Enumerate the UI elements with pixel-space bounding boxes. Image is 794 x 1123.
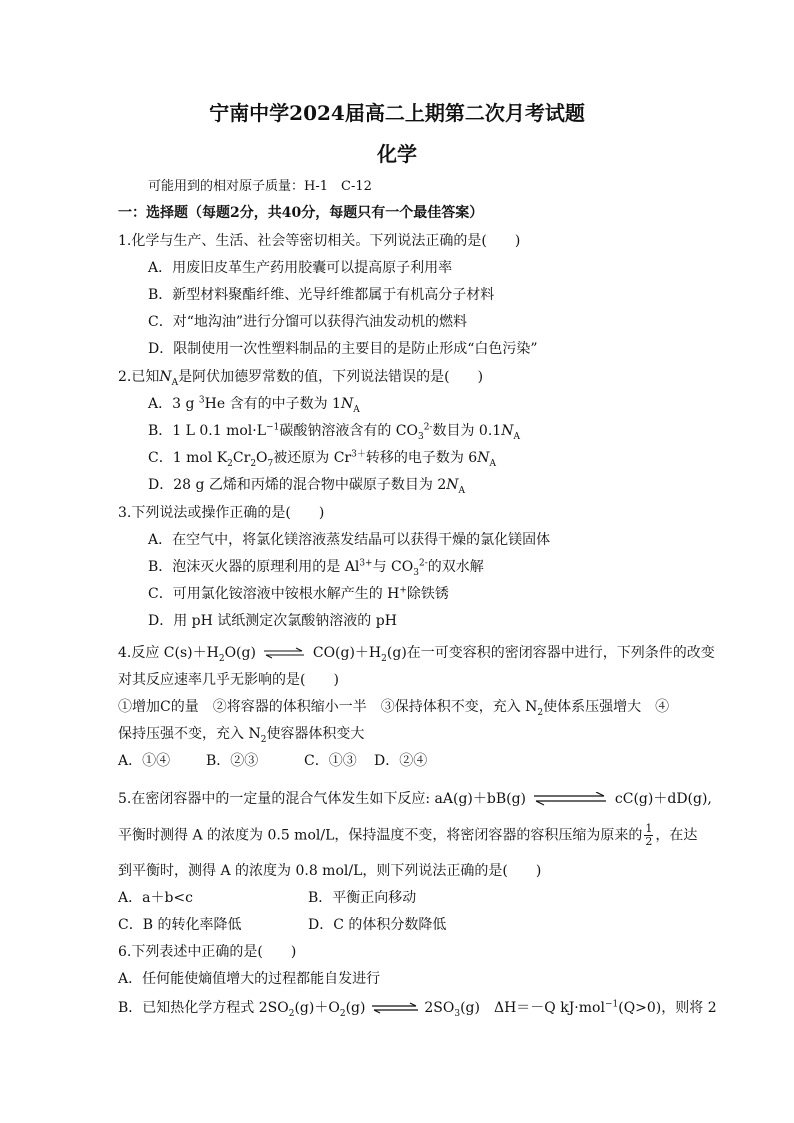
- question-1-option-a: A．用废旧皮革生产药用胶囊可以提高原子利用率: [148, 260, 453, 276]
- question-1-option-c: C．对“地沟油”进行分馏可以获得汽油发动机的燃料: [148, 314, 468, 330]
- question-6-stem: 6.下列表述中正确的是( ): [118, 944, 297, 960]
- question-2-option-d: D．28 g 乙烯和丙烯的混合物中碳原子数目为 $2N_A$: [148, 477, 466, 496]
- subject-title: 化学: [377, 142, 417, 166]
- equilibrium-arrow-icon: [530, 792, 610, 806]
- question-2-option-b: B．1 L 0.1 $mol\cdot L^{-1}$碳酸钠溶液含有的 $CO_3^{2-}$数目为 $0.1N_A$: [148, 422, 520, 442]
- question-6-option-b: B．已知热化学方程式 $2SO_2(g)+O_2(g)$ $2SO_3(g)$ ΔH＝－Q kJ·mol$^{-1}$(Q>0)，则将 2: [118, 999, 717, 1019]
- question-1-option-b: B．新型材料聚酯纤维、光导纤维都属于有机高分子材料: [148, 287, 495, 303]
- question-5-options-row2: [118, 916, 446, 934]
- question-5-line3: 到平衡时，测得 A 的浓度为 0.8 mol/L，则下列说法正确的是( ): [118, 863, 542, 879]
- section-heading: 一：选择题（每题2分，共40分，每题只有一个最佳答案）: [118, 205, 484, 221]
- question-6-option-a: A．任何能使熵值增大的过程都能自发进行: [118, 971, 381, 987]
- question-5-option-a: A．a＋b<c: [118, 890, 193, 906]
- equilibrium-arrow-icon: [370, 1002, 420, 1014]
- question-3-stem: 3.下列说法或操作正确的是( ): [118, 505, 325, 521]
- question-4-conditions-line2: 保持压强不变，充入 $N_2$使容器体积变大: [118, 726, 365, 745]
- question-5-option-d: D．C 的体积分数降低: [308, 917, 447, 933]
- question-4-option-a: A．①④: [118, 753, 171, 769]
- question-4-stem-line2: 对其反应速率几乎无影响的是( ): [118, 672, 339, 688]
- question-4-conditions: ①增加C的量 ②将容器的体积缩小一半 ③保持体积不变，充入 $N_2$使体系压强增大 ④: [118, 699, 670, 718]
- question-5-options-row1: [118, 889, 416, 907]
- question-5-line2: 平衡时测得 A 的浓度为 0.5 mol/L，保持温度不变，将密闭容器的容积压缩为原来的 $\frac{1}{2}$ ，在达: [118, 822, 698, 848]
- question-4-option-c: C．①③: [304, 753, 357, 769]
- question-3-option-d: D．用 pH 试纸测定次氯酸钠溶液的 pH: [148, 613, 397, 629]
- question-4-option-b: B．②③: [206, 753, 259, 769]
- question-4-option-d: D．②④: [374, 753, 428, 769]
- question-4-options: [118, 752, 427, 770]
- equilibrium-arrow-icon: [260, 647, 308, 659]
- question-2-option-c: C．1 mol $K_2Cr_2O_7$被还原为 $Cr^{3+}$转移的电子数为 $6N_A$: [148, 449, 496, 469]
- fraction-one-half: $\frac{1}{2}$: [645, 822, 653, 848]
- question-2-option-a: A．3 g $^3$He 含有的中子数为 $1N_A$: [148, 395, 360, 415]
- question-1-stem: 1.化学与生产、生活、社会等密切相关。下列说法正确的是( ): [118, 233, 521, 249]
- question-2-stem: 2.已知$N_A$是阿伏加德罗常数的值，下列说法错误的是( ): [118, 369, 484, 388]
- atomic-mass-note: 可能用到的相对原子质量：H-1 C-12: [148, 179, 372, 194]
- question-3-option-a: A．在空气中，将氯化镁溶液蒸发结晶可以获得干燥的氯化镁固体: [148, 532, 551, 548]
- question-1-option-d: D．限制使用一次性塑料制品的主要目的是防止形成“白色污染”: [148, 341, 538, 357]
- question-5-option-b: B．平衡正向移动: [308, 890, 417, 906]
- question-3-option-b: B．泡沫灭火器的原理利用的是 $Al^{3+}$与 $CO_3^{2-}$的双水解: [148, 558, 484, 578]
- question-3-option-c: C．可用氯化铵溶液中铵根水解产生的 H+除铁锈: [148, 585, 449, 602]
- question-5-option-c: C．B 的转化率降低: [118, 917, 242, 933]
- question-4-stem: 4.反应 $C(s)+H_2O(g)$ $CO(g)+H_2(g)$在一可变容积的密闭容器中进行，下列条件的改变: [118, 645, 715, 664]
- question-5-stem: 5.在密闭容器中的一定量的混合气体发生如下反应: aA(g)＋bB(g) cC(g)＋dD(g),: [118, 791, 712, 807]
- exam-title: 宁南中学2024届高二上期第二次月考试题: [209, 101, 585, 125]
